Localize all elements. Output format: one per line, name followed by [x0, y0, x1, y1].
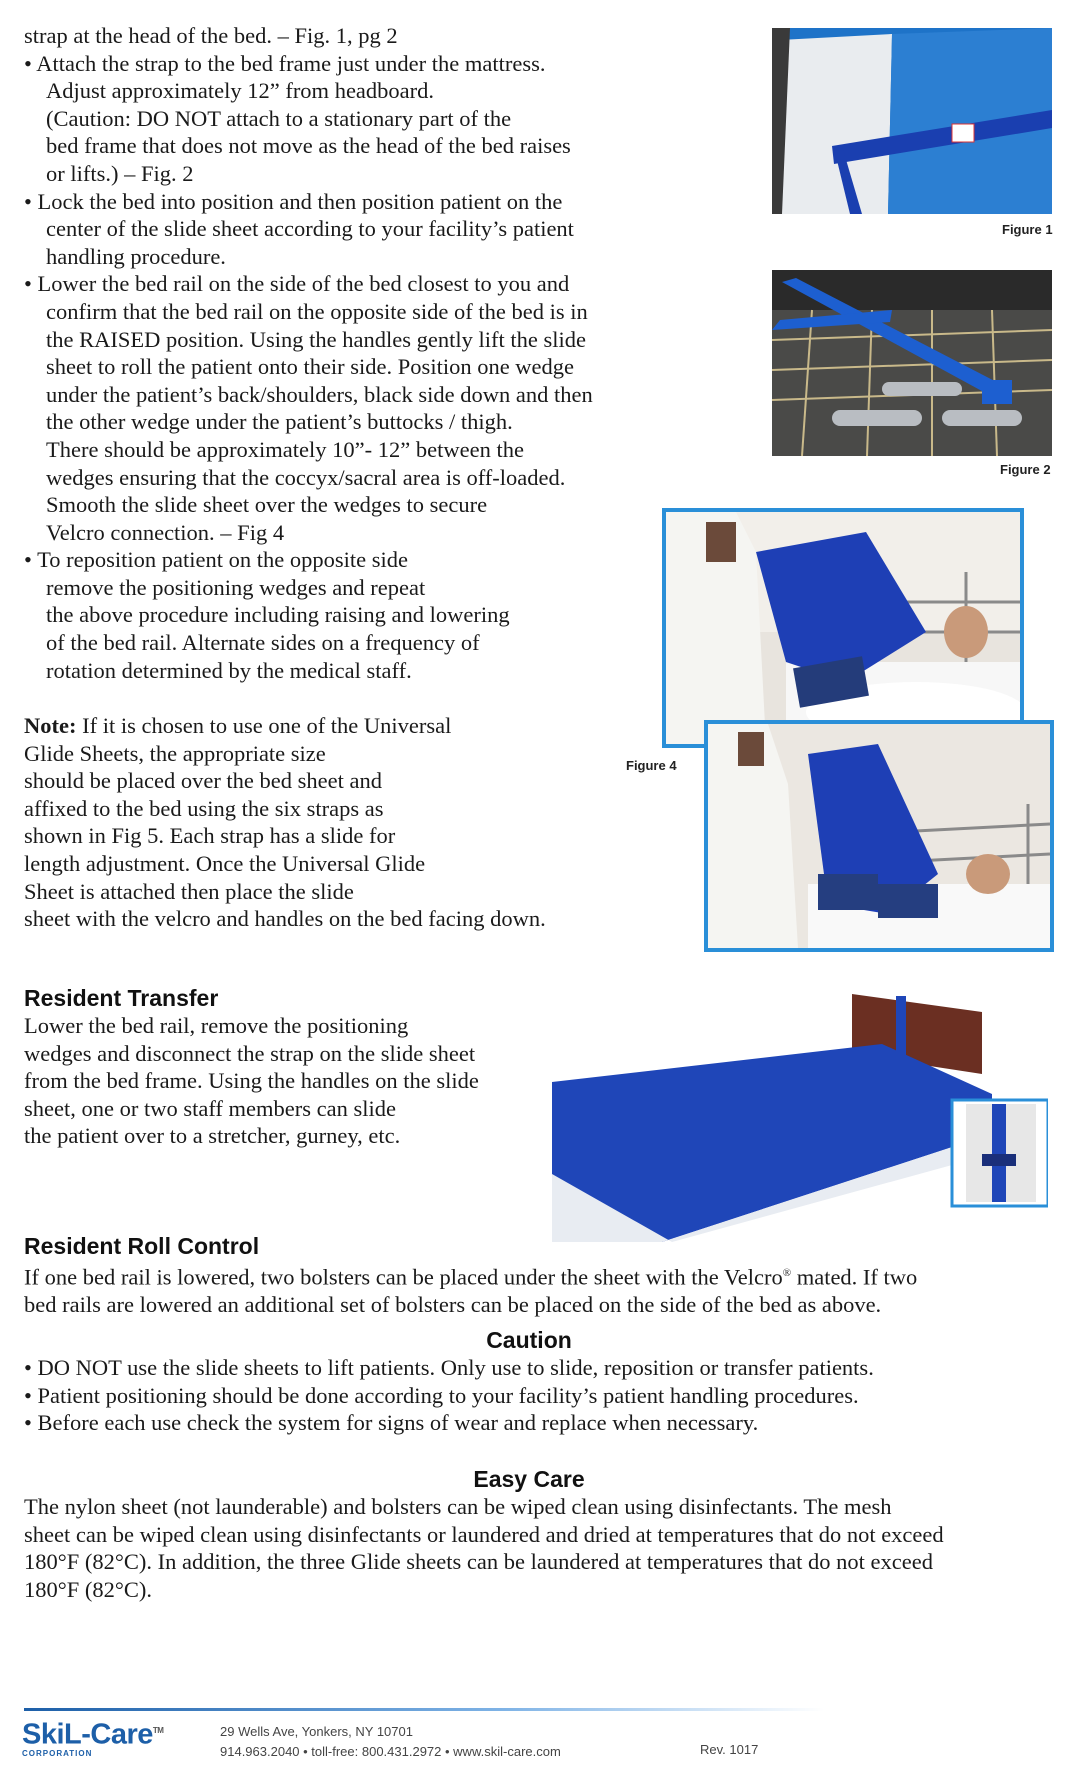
footer-rule	[24, 1708, 824, 1711]
registered-mark: ®	[782, 1267, 792, 1279]
figure-5-photo	[552, 984, 1048, 1242]
resident-transfer-heading: Resident Transfer	[24, 985, 219, 1011]
text-line: under the patient’s back/shoulders, black side down and then	[46, 381, 593, 407]
text-line: Lower the bed rail, remove the positioning	[24, 1013, 409, 1038]
revision-label: Rev. 1017	[700, 1742, 759, 1757]
text-line: rotation determined by the medical staff.	[46, 657, 412, 683]
text-line: There should be approximately 10”- 12” between the	[46, 436, 524, 462]
text-fragment: If one bed rail is lowered, two bolsters can be placed under the sheet with the Velcro	[24, 1264, 783, 1290]
company-address-block	[220, 1722, 561, 1762]
company-contact: 914.963.2040 • toll-free: 800.431.2972 • www.skil-care.com	[220, 1744, 561, 1759]
text-line: the other wedge under the patient’s buttocks / thigh.	[46, 409, 513, 435]
figure-2-photo	[772, 270, 1052, 456]
figure-2-caption: Figure 2	[1000, 462, 1051, 477]
text-line: sheet can be wiped clean using disinfectants or laundered and dried at temperatures that do not exceed	[24, 1521, 944, 1547]
text-line	[24, 1260, 917, 1291]
text-line: sheet to roll the patient onto their side. Position one wedge	[46, 354, 575, 380]
figure-5-illustration	[552, 984, 1048, 1242]
text-line: Glide Sheets, the appropriate size	[24, 740, 326, 766]
note-label: Note:	[24, 713, 77, 738]
company-address: 29 Wells Ave, Yonkers, NY 10701	[220, 1724, 413, 1739]
text-line: • Lock the bed into position and then position patient on the	[24, 188, 563, 214]
company-logo	[22, 1716, 163, 1758]
figure-3-photo	[662, 508, 1024, 748]
text-fragment: mated. If two	[791, 1264, 918, 1290]
logo-subtitle: CORPORATION	[22, 1748, 93, 1758]
text-line: shown in Fig 5. Each strap has a slide for	[24, 823, 396, 849]
text-line: Sheet is attached then place the slide	[24, 878, 354, 904]
text-line: of the bed rail. Alternate sides on a frequency of	[46, 630, 480, 656]
text-line: bed frame that does not move as the head of the bed raises	[46, 133, 571, 159]
text-line: the patient over to a stretcher, gurney, etc.	[24, 1123, 401, 1149]
text-line: Adjust approximately 12” from headboard.	[46, 78, 435, 104]
resident-roll-control-section	[24, 1232, 917, 1319]
text-line: 180°F (82°C).	[24, 1576, 153, 1602]
text-line: remove the positioning wedges and repeat	[46, 574, 426, 600]
text-line: • Attach the strap to the bed frame just under the mattress.	[24, 50, 546, 76]
text-line: bed rails are lowered an additional set of bolsters can be placed on the side of the bed as above.	[24, 1292, 882, 1318]
text-fragment: If it is chosen to use one of the Universal	[76, 713, 452, 738]
text-line: from the bed frame. Using the handles on the slide	[24, 1068, 479, 1094]
figure-3-illustration	[666, 512, 1020, 744]
figure-2-illustration	[772, 270, 1052, 456]
easy-care-section	[24, 1465, 1054, 1603]
text-line: affixed to the bed using the six straps as	[24, 795, 384, 821]
instruction-steps	[24, 22, 593, 684]
text-line: length adjustment. Once the Universal Glide	[24, 850, 426, 876]
caution-section	[24, 1326, 1054, 1437]
text-line: • DO NOT use the slide sheets to lift patients. Only use to slide, reposition or transfer patients.	[24, 1355, 874, 1380]
figure-4-illustration	[708, 724, 1050, 948]
text-line: 180°F (82°C). In addition, the three Glide sheets can be laundered at temperatures that do not exceed	[24, 1549, 933, 1575]
text-line: the above procedure including raising and lowering	[46, 602, 510, 628]
text-line: Smooth the slide sheet over the wedges to secure	[46, 492, 488, 518]
text-line: (Caution: DO NOT attach to a stationary part of the	[46, 105, 512, 131]
text-line: The nylon sheet (not launderable) and bolsters can be wiped clean using disinfectants. The mesh	[24, 1494, 892, 1519]
text-line: • Patient positioning should be done according to your facility’s patient handling procedures.	[24, 1382, 859, 1408]
caution-heading: Caution	[486, 1327, 572, 1353]
text-line: • Before each use check the system for signs of wear and replace when necessary.	[24, 1410, 759, 1436]
note-first-line	[24, 712, 546, 740]
text-line: sheet with the velcro and handles on the bed facing down.	[24, 906, 546, 932]
logo-text: SkiL-Care	[22, 1718, 153, 1751]
easy-care-heading: Easy Care	[473, 1466, 585, 1492]
text-line: wedges ensuring that the coccyx/sacral area is off-loaded.	[46, 464, 566, 490]
figure-4-photo	[704, 720, 1054, 952]
text-line: Velcro connection. – Fig 4	[46, 519, 285, 545]
text-line: the RAISED position. Using the handles gently lift the slide	[46, 326, 586, 352]
text-line: • To reposition patient on the opposite side	[24, 547, 408, 573]
text-line: • Lower the bed rail on the side of the bed closest to you and	[24, 271, 570, 297]
resident-transfer-section	[24, 984, 479, 1150]
text-line: confirm that the bed rail on the opposite side of the bed is in	[46, 298, 588, 324]
figure-1-caption: Figure 1	[1002, 222, 1053, 237]
text-line: sheet, one or two staff members can slide	[24, 1095, 396, 1121]
note-paragraph	[24, 712, 546, 933]
figure-4-caption: Figure 4	[626, 758, 677, 773]
logo-trademark: TM	[152, 1726, 164, 1735]
figure-1-illustration	[772, 28, 1052, 214]
text-line: center of the slide sheet according to your facility’s patient	[46, 216, 574, 242]
text-line: wedges and disconnect the strap on the slide sheet	[24, 1040, 476, 1066]
resident-roll-control-heading: Resident Roll Control	[24, 1233, 260, 1259]
text-line: should be placed over the bed sheet and	[24, 768, 383, 794]
text-line: handling procedure.	[46, 243, 226, 269]
text-line: or lifts.) – Fig. 2	[46, 160, 194, 186]
figure-1-photo	[772, 28, 1052, 214]
text-line: strap at the head of the bed. – Fig. 1, pg 2	[24, 23, 398, 48]
